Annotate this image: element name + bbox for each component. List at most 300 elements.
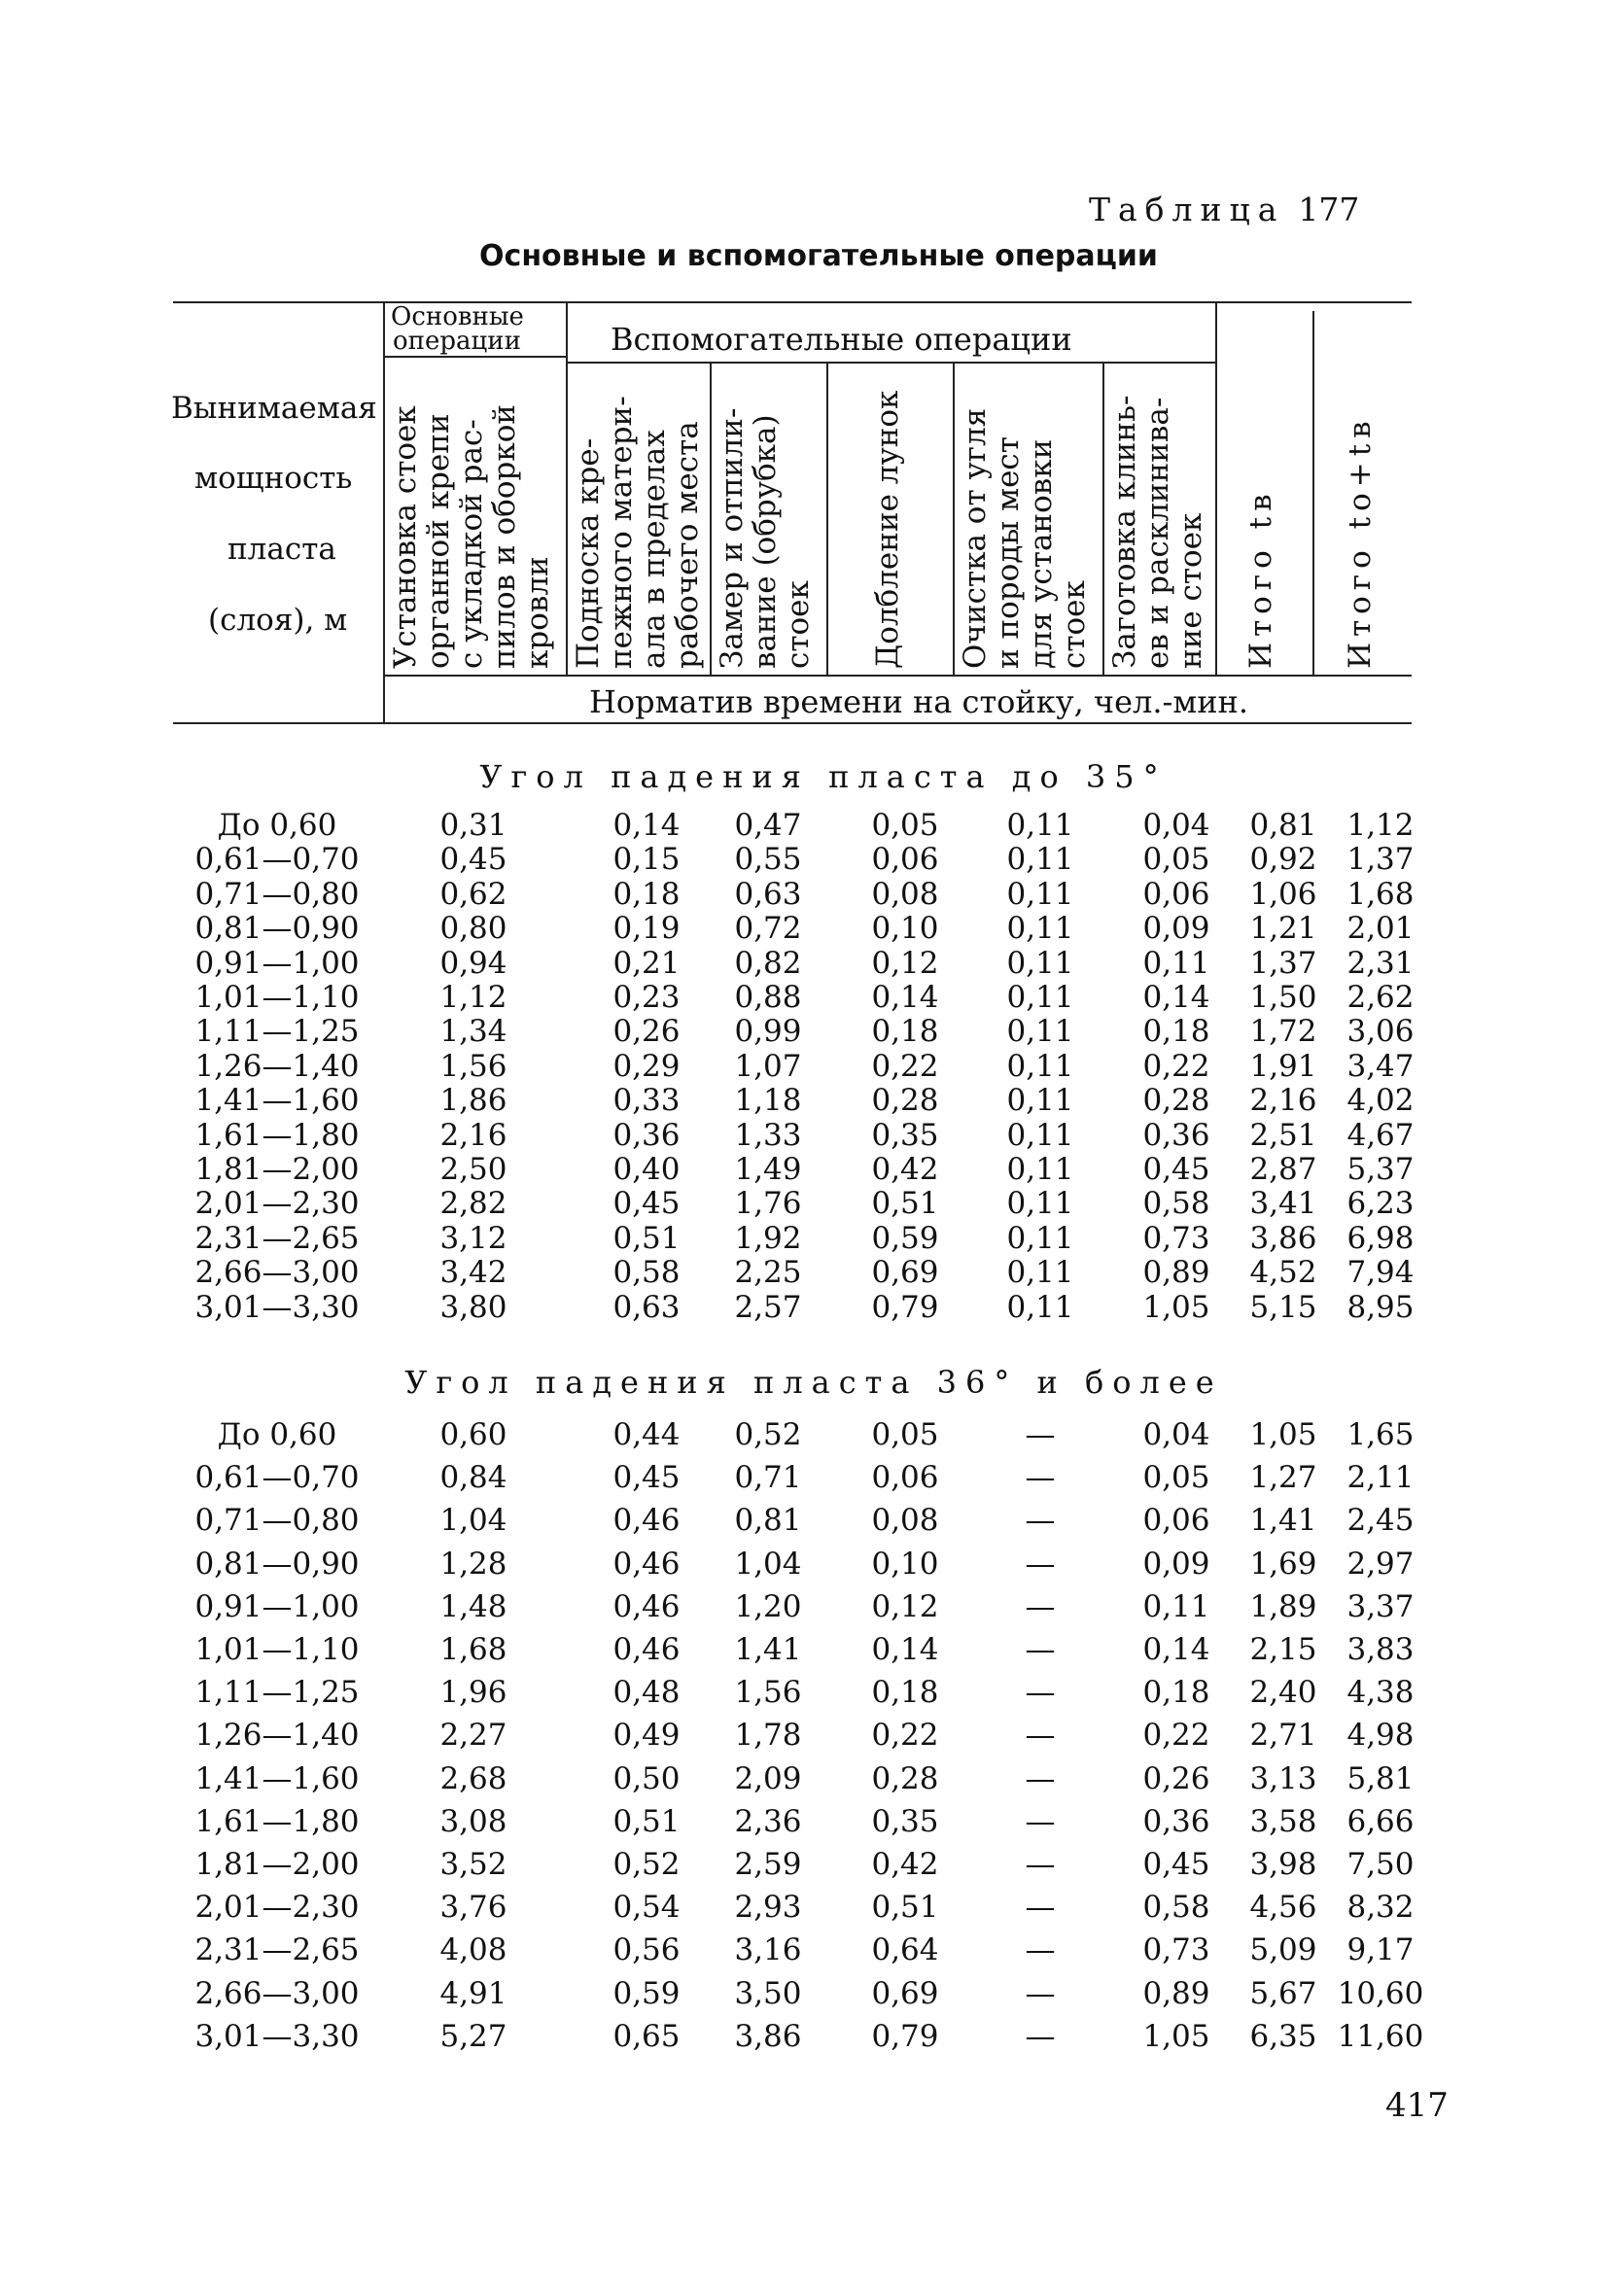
- value-cell: 0,58: [1142, 1890, 1210, 1925]
- value-cell: 0,31: [439, 808, 507, 843]
- table-row: [0, 1804, 1608, 1839]
- thickness-range-cell: 1,26—1,40: [194, 1049, 360, 1084]
- value-cell: 2,68: [439, 1761, 507, 1796]
- value-cell: 1,86: [439, 1083, 507, 1118]
- value-cell: 8,95: [1346, 1290, 1415, 1325]
- value-cell: 0,46: [612, 1547, 681, 1582]
- value-cell: —: [1025, 1890, 1056, 1925]
- value-cell: 1,89: [1249, 1589, 1317, 1624]
- value-cell: 0,23: [612, 980, 681, 1015]
- value-cell: 0,26: [612, 1014, 681, 1049]
- thickness-range-cell: 2,66—3,00: [194, 1976, 360, 2011]
- column-divider-7: [1312, 311, 1314, 675]
- value-cell: 0,81: [734, 1503, 802, 1538]
- table-label-word: Таблица: [1089, 191, 1285, 228]
- value-cell: 0,10: [871, 1547, 939, 1582]
- value-cell: 0,62: [439, 877, 507, 912]
- column-divider-1: [566, 301, 568, 675]
- value-cell: 0,05: [871, 808, 939, 843]
- value-cell: 4,91: [439, 1976, 507, 2011]
- value-cell: 1,37: [1249, 946, 1317, 981]
- value-cell: 0,11: [1006, 1290, 1074, 1325]
- value-cell: 0,14: [1142, 1632, 1210, 1667]
- section-title-1: Угол падения пласта до 35°: [479, 758, 1168, 795]
- value-cell: 1,50: [1249, 980, 1317, 1015]
- value-cell: 0,92: [1249, 842, 1317, 877]
- table-row: [0, 1547, 1608, 1582]
- table-row: [0, 1460, 1608, 1495]
- thickness-range-cell: 3,01—3,30: [194, 2019, 360, 2054]
- value-cell: 0,73: [1142, 1932, 1210, 1967]
- value-cell: 0,73: [1142, 1221, 1210, 1256]
- value-cell: 3,06: [1346, 1014, 1415, 1049]
- value-cell: 0,06: [871, 1460, 939, 1495]
- value-cell: 0,28: [871, 1761, 939, 1796]
- thickness-range-cell: 0,91—1,00: [194, 1589, 360, 1624]
- value-cell: 0,94: [439, 946, 507, 981]
- value-cell: 2,71: [1249, 1718, 1317, 1753]
- group-main-line-1: Основные: [391, 302, 524, 331]
- value-cell: 0,29: [612, 1049, 681, 1084]
- col-header-3: Замер и отпили- вание (обрубка) стоек: [715, 407, 816, 669]
- value-cell: 2,62: [1346, 980, 1415, 1015]
- value-cell: 0,04: [1142, 1417, 1210, 1452]
- value-cell: 1,07: [734, 1049, 802, 1084]
- table-row: [0, 1632, 1608, 1667]
- column-divider-3: [826, 364, 828, 675]
- col-header-8: Итого tо+tв: [1343, 415, 1378, 669]
- value-cell: 0,52: [612, 1847, 681, 1882]
- value-cell: 0,11: [1006, 1083, 1074, 1118]
- thickness-range-cell: 1,41—1,60: [194, 1761, 360, 1796]
- value-cell: 0,22: [1142, 1718, 1210, 1753]
- group-main-line-2: операции: [393, 327, 521, 356]
- value-cell: 3,12: [439, 1221, 507, 1256]
- table-label: [1089, 191, 1359, 228]
- value-cell: 5,27: [439, 2019, 507, 2054]
- column-divider-2: [710, 364, 712, 675]
- col-header-5: Очистка от угля и породы мест для установки стоек: [958, 407, 1092, 669]
- value-cell: 0,55: [734, 842, 802, 877]
- col-header-4: Долбление лунок: [870, 390, 905, 669]
- value-cell: 1,69: [1249, 1547, 1317, 1582]
- value-cell: —: [1025, 1932, 1056, 1967]
- value-cell: 1,41: [1249, 1503, 1317, 1538]
- thickness-range-cell: 0,71—0,80: [194, 1503, 360, 1538]
- value-cell: —: [1025, 1460, 1056, 1495]
- value-cell: 0,59: [871, 1221, 939, 1256]
- value-cell: 0,51: [871, 1186, 939, 1221]
- value-cell: 0,11: [1006, 911, 1074, 946]
- thickness-range-cell: 3,01—3,30: [194, 1290, 360, 1325]
- thickness-range-cell: 2,01—2,30: [194, 1890, 360, 1925]
- table-row: [0, 980, 1608, 1015]
- value-cell: 1,76: [734, 1186, 802, 1221]
- value-cell: 0,28: [1142, 1083, 1210, 1118]
- value-cell: 0,46: [612, 1632, 681, 1667]
- table-row: [0, 1014, 1608, 1049]
- value-cell: 0,22: [871, 1049, 939, 1084]
- thickness-range-cell: 0,61—0,70: [194, 1460, 360, 1495]
- value-cell: 1,37: [1346, 842, 1415, 877]
- value-cell: 0,11: [1006, 980, 1074, 1015]
- table-number: 177: [1298, 191, 1360, 228]
- thickness-range-cell: 1,61—1,80: [194, 1118, 360, 1153]
- value-cell: 0,22: [871, 1718, 939, 1753]
- table-row: [0, 1290, 1608, 1325]
- value-cell: 2,09: [734, 1761, 802, 1796]
- value-cell: 3,86: [734, 2019, 802, 2054]
- first-column-header-line-2: мощность: [194, 461, 353, 496]
- value-cell: 0,36: [1142, 1118, 1210, 1153]
- value-cell: 5,67: [1249, 1976, 1317, 2011]
- value-cell: 0,46: [612, 1503, 681, 1538]
- value-cell: 0,71: [734, 1460, 802, 1495]
- value-cell: 2,11: [1346, 1460, 1415, 1495]
- value-cell: 2,15: [1249, 1632, 1317, 1667]
- value-cell: 3,41: [1249, 1186, 1317, 1221]
- value-cell: 0,11: [1142, 1589, 1210, 1624]
- value-cell: 0,11: [1006, 1049, 1074, 1084]
- value-cell: 0,42: [871, 1847, 939, 1882]
- value-cell: 0,99: [734, 1014, 802, 1049]
- value-cell: —: [1025, 1847, 1056, 1882]
- value-cell: 0,11: [1006, 808, 1074, 843]
- thickness-range-cell: 2,66—3,00: [194, 1255, 360, 1290]
- table-row: [0, 1761, 1608, 1796]
- table-row: [0, 1083, 1608, 1118]
- table-row: [0, 1503, 1608, 1538]
- value-cell: 0,46: [612, 1589, 681, 1624]
- thickness-range-cell: 2,31—2,65: [194, 1932, 360, 1967]
- value-cell: 1,41: [734, 1632, 802, 1667]
- col-header-1: Установка стоек органной крепи с укладкой рас- пилов и оборкой кровли: [388, 403, 555, 669]
- value-cell: 0,11: [1006, 1255, 1074, 1290]
- value-cell: 0,11: [1006, 1152, 1074, 1187]
- value-cell: 0,18: [612, 877, 681, 912]
- table-row: [0, 877, 1608, 912]
- value-cell: 1,49: [734, 1152, 802, 1187]
- value-cell: 0,12: [871, 946, 939, 981]
- first-column-header-line-4: (слоя), м: [208, 603, 348, 638]
- thickness-range-cell: 0,81—0,90: [194, 1547, 360, 1582]
- group-aux-header: Вспомогательные операции: [611, 321, 1072, 358]
- value-cell: 0,79: [871, 2019, 939, 2054]
- value-cell: 5,37: [1346, 1152, 1415, 1187]
- thickness-range-cell: 0,61—0,70: [194, 842, 360, 877]
- value-cell: 1,96: [439, 1675, 507, 1710]
- value-cell: 0,64: [871, 1932, 939, 1967]
- value-cell: 5,81: [1346, 1761, 1415, 1796]
- value-cell: 3,98: [1249, 1847, 1317, 1882]
- value-cell: 1,68: [1346, 877, 1415, 912]
- value-cell: —: [1025, 1632, 1056, 1667]
- col-header-2: Подноска кре- пежного матери- ала в пределах рабочего места: [571, 396, 705, 669]
- value-cell: 1,72: [1249, 1014, 1317, 1049]
- thickness-range-cell: 1,11—1,25: [194, 1014, 360, 1049]
- value-cell: 0,81: [1249, 808, 1317, 843]
- value-cell: 0,56: [612, 1932, 681, 1967]
- value-cell: 6,66: [1346, 1804, 1415, 1839]
- table-row: [0, 911, 1608, 946]
- value-cell: 0,45: [1142, 1847, 1210, 1882]
- table-row: [0, 1847, 1608, 1882]
- value-cell: 3,52: [439, 1847, 507, 1882]
- value-cell: —: [1025, 1976, 1056, 2011]
- value-cell: 0,45: [439, 842, 507, 877]
- value-cell: 3,08: [439, 1804, 507, 1839]
- value-cell: 1,78: [734, 1718, 802, 1753]
- value-cell: 3,80: [439, 1290, 507, 1325]
- value-cell: 1,48: [439, 1589, 507, 1624]
- value-cell: 0,19: [612, 911, 681, 946]
- value-cell: 2,31: [1346, 946, 1415, 981]
- value-cell: 3,37: [1346, 1589, 1415, 1624]
- value-cell: 4,08: [439, 1932, 507, 1967]
- value-cell: —: [1025, 1761, 1056, 1796]
- value-cell: 4,38: [1346, 1675, 1415, 1710]
- value-cell: 1,34: [439, 1014, 507, 1049]
- value-cell: 2,93: [734, 1890, 802, 1925]
- value-cell: 2,45: [1346, 1503, 1415, 1538]
- value-cell: 0,45: [612, 1186, 681, 1221]
- value-cell: 2,51: [1249, 1118, 1317, 1153]
- value-cell: 2,16: [439, 1118, 507, 1153]
- value-cell: 0,44: [612, 1417, 681, 1452]
- table-header-bottom-rule: [173, 722, 1412, 724]
- value-cell: 0,08: [871, 877, 939, 912]
- value-cell: 2,40: [1249, 1675, 1317, 1710]
- value-cell: 0,11: [1006, 1186, 1074, 1221]
- value-cell: 0,21: [612, 946, 681, 981]
- value-cell: 3,16: [734, 1932, 802, 1967]
- thickness-range-cell: 1,81—2,00: [194, 1152, 360, 1187]
- value-cell: 0,15: [612, 842, 681, 877]
- value-cell: —: [1025, 1718, 1056, 1753]
- value-cell: 6,35: [1249, 2019, 1317, 2054]
- value-cell: 0,11: [1006, 842, 1074, 877]
- thickness-range-cell: 1,26—1,40: [194, 1718, 360, 1753]
- value-cell: 0,51: [871, 1890, 939, 1925]
- value-cell: 0,14: [871, 980, 939, 1015]
- thickness-range-cell: 0,91—1,00: [194, 946, 360, 981]
- value-cell: 0,11: [1006, 1014, 1074, 1049]
- value-cell: 0,48: [612, 1675, 681, 1710]
- thickness-range-cell: 2,01—2,30: [194, 1186, 360, 1221]
- value-cell: 0,47: [734, 808, 802, 843]
- table-row: [0, 2019, 1608, 2054]
- column-divider-4: [953, 364, 955, 675]
- value-cell: 0,18: [1142, 1014, 1210, 1049]
- table-top-rule: [173, 301, 1412, 303]
- value-cell: 0,05: [1142, 842, 1210, 877]
- value-cell: 0,50: [612, 1761, 681, 1796]
- table-row: [0, 1718, 1608, 1753]
- value-cell: 4,56: [1249, 1890, 1317, 1925]
- value-cell: 3,83: [1346, 1632, 1415, 1667]
- value-cell: 0,28: [871, 1083, 939, 1118]
- thickness-range-cell: 1,61—1,80: [194, 1804, 360, 1839]
- value-cell: 1,12: [1346, 808, 1415, 843]
- first-column-header-line-1: Вынимаемая: [171, 391, 377, 426]
- page-number: 417: [1385, 2086, 1449, 2125]
- value-cell: 2,36: [734, 1804, 802, 1839]
- value-cell: 0,35: [871, 1804, 939, 1839]
- value-cell: 0,89: [1142, 1255, 1210, 1290]
- value-cell: 0,45: [1142, 1152, 1210, 1187]
- thickness-range-cell: 1,01—1,10: [194, 980, 360, 1015]
- value-cell: 0,18: [871, 1014, 939, 1049]
- thickness-range-cell: 1,01—1,10: [194, 1632, 360, 1667]
- value-cell: 3,47: [1346, 1049, 1415, 1084]
- value-cell: 0,63: [612, 1290, 681, 1325]
- value-cell: 0,12: [871, 1589, 939, 1624]
- value-cell: 10,60: [1337, 1976, 1424, 2011]
- value-cell: 5,15: [1249, 1290, 1317, 1325]
- value-cell: 3,42: [439, 1255, 507, 1290]
- value-cell: 0,69: [871, 1255, 939, 1290]
- value-cell: 0,11: [1006, 1118, 1074, 1153]
- value-cell: 1,04: [734, 1547, 802, 1582]
- value-cell: 2,57: [734, 1290, 802, 1325]
- thickness-range-cell: До 0,60: [217, 1417, 337, 1452]
- thickness-range-cell: 0,71—0,80: [194, 877, 360, 912]
- value-cell: 0,35: [871, 1118, 939, 1153]
- value-cell: 0,11: [1006, 877, 1074, 912]
- value-cell: 4,67: [1346, 1118, 1415, 1153]
- value-cell: 6,23: [1346, 1186, 1415, 1221]
- table-row: [0, 946, 1608, 981]
- group-main-underline: [383, 356, 566, 358]
- value-cell: 1,33: [734, 1118, 802, 1153]
- value-cell: 0,06: [1142, 877, 1210, 912]
- value-cell: 0,60: [439, 1417, 507, 1452]
- value-cell: —: [1025, 1503, 1056, 1538]
- value-cell: 0,80: [439, 911, 507, 946]
- column-divider-5: [1102, 364, 1104, 675]
- value-cell: 4,02: [1346, 1083, 1415, 1118]
- value-cell: —: [1025, 2019, 1056, 2054]
- thickness-range-cell: 2,31—2,65: [194, 1221, 360, 1256]
- value-cell: 0,14: [612, 808, 681, 843]
- value-cell: —: [1025, 1804, 1056, 1839]
- value-cell: 0,18: [1142, 1675, 1210, 1710]
- value-cell: 1,92: [734, 1221, 802, 1256]
- value-cell: 1,91: [1249, 1049, 1317, 1084]
- value-cell: 1,18: [734, 1083, 802, 1118]
- first-column-header-line-3: пласта: [227, 532, 336, 567]
- col-header-6: Заготовка клинь- ев и расклинива- ние стоек: [1107, 395, 1208, 669]
- thickness-range-cell: До 0,60: [217, 808, 337, 843]
- value-cell: 0,54: [612, 1890, 681, 1925]
- value-cell: —: [1025, 1589, 1056, 1624]
- value-cell: 2,87: [1249, 1152, 1317, 1187]
- value-cell: 0,05: [1142, 1460, 1210, 1495]
- value-cell: 0,11: [1006, 946, 1074, 981]
- table-row: [0, 1589, 1608, 1624]
- unit-row-top-rule: [383, 675, 1412, 677]
- value-cell: 1,05: [1142, 2019, 1210, 2054]
- table-row: [0, 1049, 1608, 1084]
- value-cell: 3,76: [439, 1890, 507, 1925]
- value-cell: 2,82: [439, 1186, 507, 1221]
- thickness-range-cell: 1,81—2,00: [194, 1847, 360, 1882]
- value-cell: 1,56: [439, 1049, 507, 1084]
- value-cell: 5,09: [1249, 1932, 1317, 1967]
- value-cell: 0,10: [871, 911, 939, 946]
- value-cell: 11,60: [1337, 2019, 1424, 2054]
- value-cell: 2,27: [439, 1718, 507, 1753]
- value-cell: 0,36: [612, 1118, 681, 1153]
- value-cell: 4,52: [1249, 1255, 1317, 1290]
- value-cell: 1,12: [439, 980, 507, 1015]
- table-row: [0, 1152, 1608, 1187]
- value-cell: 0,33: [612, 1083, 681, 1118]
- value-cell: 0,40: [612, 1152, 681, 1187]
- value-cell: 1,65: [1346, 1417, 1415, 1452]
- value-cell: 3,13: [1249, 1761, 1317, 1796]
- value-cell: 1,20: [734, 1589, 802, 1624]
- value-cell: 2,97: [1346, 1547, 1415, 1582]
- table-row: [0, 1221, 1608, 1256]
- unit-row: Норматив времени на стойку, чел.-мин.: [589, 683, 1249, 720]
- table-row: [0, 1932, 1608, 1967]
- value-cell: 3,50: [734, 1976, 802, 2011]
- value-cell: 1,28: [439, 1547, 507, 1582]
- value-cell: 0,45: [612, 1460, 681, 1495]
- table-row: [0, 1186, 1608, 1221]
- value-cell: 2,59: [734, 1847, 802, 1882]
- table-row: [0, 1976, 1608, 2011]
- thickness-range-cell: 1,41—1,60: [194, 1083, 360, 1118]
- value-cell: 0,58: [612, 1255, 681, 1290]
- table-row: [0, 1255, 1608, 1290]
- value-cell: 2,50: [439, 1152, 507, 1187]
- group-aux-underline: [566, 362, 1215, 364]
- value-cell: 0,88: [734, 980, 802, 1015]
- value-cell: 0,58: [1142, 1186, 1210, 1221]
- value-cell: 0,06: [871, 842, 939, 877]
- value-cell: 9,17: [1346, 1932, 1415, 1967]
- value-cell: 0,05: [871, 1417, 939, 1452]
- value-cell: 0,09: [1142, 1547, 1210, 1582]
- value-cell: 1,04: [439, 1503, 507, 1538]
- value-cell: 0,52: [734, 1417, 802, 1452]
- value-cell: 1,05: [1142, 1290, 1210, 1325]
- value-cell: 0,36: [1142, 1804, 1210, 1839]
- thickness-range-cell: 0,81—0,90: [194, 911, 360, 946]
- value-cell: 0,14: [871, 1632, 939, 1667]
- table-row: [0, 1675, 1608, 1710]
- value-cell: 1,05: [1249, 1417, 1317, 1452]
- first-column-divider: [383, 301, 385, 722]
- column-divider-6: [1215, 301, 1217, 675]
- section-title-2: Угол падения пласта 36° и более: [404, 1364, 1223, 1401]
- thickness-range-cell: 1,11—1,25: [194, 1675, 360, 1710]
- value-cell: 8,32: [1346, 1890, 1415, 1925]
- value-cell: 2,25: [734, 1255, 802, 1290]
- table-row: [0, 842, 1608, 877]
- value-cell: 6,98: [1346, 1221, 1415, 1256]
- value-cell: 0,65: [612, 2019, 681, 2054]
- value-cell: 0,18: [871, 1675, 939, 1710]
- value-cell: 0,04: [1142, 808, 1210, 843]
- value-cell: 0,82: [734, 946, 802, 981]
- value-cell: 0,79: [871, 1290, 939, 1325]
- value-cell: 1,21: [1249, 911, 1317, 946]
- value-cell: 0,69: [871, 1976, 939, 2011]
- value-cell: 2,16: [1249, 1083, 1317, 1118]
